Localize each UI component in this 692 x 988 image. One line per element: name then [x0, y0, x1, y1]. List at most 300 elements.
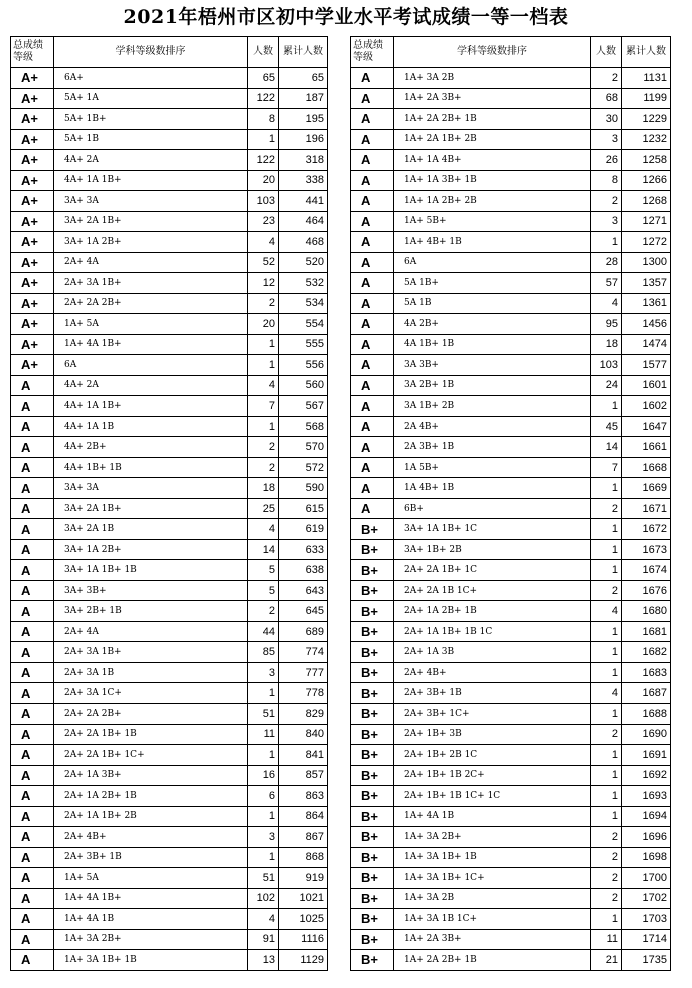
table-row [351, 806, 671, 827]
level-cell: A [351, 150, 394, 171]
sequence-cell: 2A+ 3B+ 1B [54, 847, 248, 868]
sequence-cell: 3A+ 2B+ 1B [54, 601, 248, 622]
cumulative-cell: 1680 [622, 601, 671, 622]
level-cell: A [11, 888, 54, 909]
cumulative-cell: 534 [279, 293, 328, 314]
cumulative-cell: 774 [279, 642, 328, 663]
table-row [11, 252, 328, 273]
count-cell: 11 [248, 724, 279, 745]
table-row [11, 334, 328, 355]
cumulative-cell: 1668 [622, 457, 671, 478]
count-cell: 1 [591, 621, 622, 642]
count-cell: 1 [591, 232, 622, 253]
sequence-cell: 2A+ 3B+ 1B [394, 683, 591, 704]
sequence-cell: 5A+ 1B [54, 129, 248, 150]
cumulative-cell: 1676 [622, 580, 671, 601]
count-cell: 4 [248, 232, 279, 253]
cumulative-cell: 556 [279, 355, 328, 376]
cumulative-cell: 1683 [622, 662, 671, 683]
level-cell: A [11, 786, 54, 807]
count-cell: 2 [248, 457, 279, 478]
cumulative-cell: 1300 [622, 252, 671, 273]
level-cell: A+ [11, 314, 54, 335]
cumulative-cell: 1673 [622, 539, 671, 560]
level-cell: A [351, 498, 394, 519]
cumulative-cell: 468 [279, 232, 328, 253]
count-cell: 102 [248, 888, 279, 909]
level-cell: A [351, 334, 394, 355]
grade-table-right [350, 36, 671, 971]
table-row [351, 252, 671, 273]
cumulative-cell: 1692 [622, 765, 671, 786]
table-row [351, 129, 671, 150]
level-cell: A [11, 662, 54, 683]
table-row [351, 888, 671, 909]
cumulative-cell: 643 [279, 580, 328, 601]
cumulative-cell: 187 [279, 88, 328, 109]
sequence-cell: 3A+ 3A [54, 478, 248, 499]
level-cell: B+ [351, 806, 394, 827]
count-cell: 14 [248, 539, 279, 560]
table-row [11, 109, 328, 130]
sequence-cell: 4A 2B+ [394, 314, 591, 335]
count-cell: 12 [248, 273, 279, 294]
level-cell: A [11, 539, 54, 560]
cumulative-cell: 1703 [622, 909, 671, 930]
page-title: 2021年梧州市区初中学业水平考试成绩一等一档表 [123, 6, 569, 28]
table-row [351, 786, 671, 807]
level-cell: A+ [11, 150, 54, 171]
table-row [11, 457, 328, 478]
cumulative-cell: 1687 [622, 683, 671, 704]
level-cell: A [351, 457, 394, 478]
count-cell: 5 [248, 580, 279, 601]
sequence-cell: 1A+ 2A 3B+ [394, 88, 591, 109]
table-row [11, 416, 328, 437]
cumulative-cell: 1129 [279, 950, 328, 971]
level-cell: B+ [351, 950, 394, 971]
level-cell: A+ [11, 129, 54, 150]
table-row [351, 950, 671, 971]
sequence-cell: 4A+ 1A 1B+ [54, 396, 248, 417]
table-row [11, 211, 328, 232]
sequence-cell: 1A+ 5A [54, 314, 248, 335]
table-row [11, 355, 328, 376]
cumulative-cell: 1714 [622, 929, 671, 950]
count-cell: 103 [248, 191, 279, 212]
sequence-cell: 3A 2B+ 1B [394, 375, 591, 396]
count-cell: 1 [591, 478, 622, 499]
cumulative-cell: 1474 [622, 334, 671, 355]
count-cell: 1 [248, 806, 279, 827]
level-cell: A [351, 478, 394, 499]
count-cell: 4 [248, 909, 279, 930]
header-subject-sequence: 学科等级数排序 [54, 37, 248, 68]
header-cumulative: 累计人数 [622, 37, 671, 68]
sequence-cell: 1A+ 3A 2B+ [394, 827, 591, 848]
table-row [351, 314, 671, 335]
sequence-cell: 1A+ 2A 2B+ 1B [394, 950, 591, 971]
count-cell: 24 [591, 375, 622, 396]
cumulative-cell: 1266 [622, 170, 671, 191]
count-cell: 51 [248, 868, 279, 889]
cumulative-cell: 840 [279, 724, 328, 745]
cumulative-cell: 195 [279, 109, 328, 130]
level-cell: A [351, 314, 394, 335]
level-cell: B+ [351, 703, 394, 724]
sequence-cell: 1A+ 2A 3B+ [394, 929, 591, 950]
count-cell: 1 [591, 662, 622, 683]
level-cell: A [11, 478, 54, 499]
count-cell: 1 [591, 765, 622, 786]
table-row [351, 334, 671, 355]
count-cell: 2 [248, 601, 279, 622]
sequence-cell: 6A+ [54, 68, 248, 89]
sequence-cell: 2A+ 1A 1B+ 2B [54, 806, 248, 827]
cumulative-cell: 689 [279, 621, 328, 642]
level-cell: A [11, 827, 54, 848]
table-row [11, 519, 328, 540]
cumulative-cell: 338 [279, 170, 328, 191]
count-cell: 2 [591, 68, 622, 89]
table-row [11, 88, 328, 109]
count-cell: 30 [591, 109, 622, 130]
count-cell: 1 [591, 909, 622, 930]
level-cell: A [11, 375, 54, 396]
level-cell: A+ [11, 109, 54, 130]
level-cell: B+ [351, 724, 394, 745]
table-row [351, 765, 671, 786]
sequence-cell: 1A+ 1A 3B+ 1B [394, 170, 591, 191]
sequence-cell: 2A+ 2A 1B+ 1C [394, 560, 591, 581]
table-row [11, 621, 328, 642]
level-cell: A [351, 437, 394, 458]
count-cell: 65 [248, 68, 279, 89]
table-row [351, 109, 671, 130]
table-row [11, 273, 328, 294]
table-row [351, 580, 671, 601]
count-cell: 18 [248, 478, 279, 499]
sequence-cell: 4A 1B+ 1B [394, 334, 591, 355]
count-cell: 3 [248, 827, 279, 848]
sequence-cell: 3A+ 1A 2B+ [54, 232, 248, 253]
count-cell: 1 [591, 806, 622, 827]
count-cell: 1 [591, 519, 622, 540]
sequence-cell: 2A+ 3B+ 1C+ [394, 703, 591, 724]
count-cell: 2 [248, 437, 279, 458]
sequence-cell: 6A [54, 355, 248, 376]
level-cell: A [11, 396, 54, 417]
level-cell: A [11, 806, 54, 827]
header-total-level: 总成绩 等级 [351, 37, 394, 68]
level-cell: B+ [351, 642, 394, 663]
sequence-cell: 3A 1B+ 2B [394, 396, 591, 417]
cumulative-cell: 570 [279, 437, 328, 458]
sequence-cell: 2A+ 3A 1C+ [54, 683, 248, 704]
level-cell: A [11, 621, 54, 642]
level-cell: A [351, 355, 394, 376]
sequence-cell: 6A [394, 252, 591, 273]
level-cell: A [351, 191, 394, 212]
table-row [351, 437, 671, 458]
sequence-cell: 5A+ 1A [54, 88, 248, 109]
count-cell: 5 [248, 560, 279, 581]
cumulative-cell: 778 [279, 683, 328, 704]
table-row [351, 211, 671, 232]
count-cell: 3 [591, 211, 622, 232]
cumulative-cell: 1674 [622, 560, 671, 581]
count-cell: 52 [248, 252, 279, 273]
level-cell: A+ [11, 68, 54, 89]
count-cell: 2 [591, 827, 622, 848]
table-row [351, 355, 671, 376]
sequence-cell: 1A+ 1A 4B+ [394, 150, 591, 171]
count-cell: 3 [591, 129, 622, 150]
level-cell: A+ [11, 211, 54, 232]
level-cell: A+ [11, 334, 54, 355]
sequence-cell: 2A+ 1B+ 1B 2C+ [394, 765, 591, 786]
level-cell: A [351, 252, 394, 273]
count-cell: 7 [591, 457, 622, 478]
count-cell: 14 [591, 437, 622, 458]
count-cell: 20 [248, 170, 279, 191]
sequence-cell: 1A+ 3A 2B [394, 68, 591, 89]
count-cell: 16 [248, 765, 279, 786]
table-row [351, 519, 671, 540]
table-row [11, 129, 328, 150]
level-cell: A [11, 560, 54, 581]
table-row [11, 539, 328, 560]
sequence-cell: 4A+ 1A 1B [54, 416, 248, 437]
sequence-cell: 3A 3B+ [394, 355, 591, 376]
count-cell: 1 [248, 416, 279, 437]
cumulative-cell: 572 [279, 457, 328, 478]
sequence-cell: 3A+ 2A 1B [54, 519, 248, 540]
sequence-cell: 1A+ 4A 1B+ [54, 334, 248, 355]
level-cell: A [11, 847, 54, 868]
level-cell: A+ [11, 170, 54, 191]
sequence-cell: 3A+ 2A 1B+ [54, 498, 248, 519]
cumulative-cell: 919 [279, 868, 328, 889]
level-cell: A [351, 170, 394, 191]
cumulative-cell: 520 [279, 252, 328, 273]
cumulative-cell: 1688 [622, 703, 671, 724]
table-header-row [351, 37, 671, 68]
table-row [351, 868, 671, 889]
sequence-cell: 3A+ 1A 2B+ [54, 539, 248, 560]
sequence-cell: 3A+ 3B+ [54, 580, 248, 601]
level-cell: A [351, 273, 394, 294]
sequence-cell: 5A 1B+ [394, 273, 591, 294]
level-cell: A [11, 683, 54, 704]
table-row [351, 416, 671, 437]
sequence-cell: 1A+ 4B+ 1B [394, 232, 591, 253]
sequence-cell: 5A+ 1B+ [54, 109, 248, 130]
cumulative-cell: 1672 [622, 519, 671, 540]
count-cell: 1 [591, 396, 622, 417]
level-cell: A [11, 950, 54, 971]
sequence-cell: 4A+ 1A 1B+ [54, 170, 248, 191]
level-cell: B+ [351, 519, 394, 540]
level-cell: A [351, 88, 394, 109]
sequence-cell: 2A+ 2A 1B+ 1C+ [54, 745, 248, 766]
level-cell: B+ [351, 539, 394, 560]
sequence-cell: 4A+ 2B+ [54, 437, 248, 458]
header-total-level: 总成绩 等级 [11, 37, 54, 68]
cumulative-cell: 867 [279, 827, 328, 848]
table-row [11, 765, 328, 786]
sequence-cell: 2A+ 2A 1B+ 1B [54, 724, 248, 745]
level-cell: A [11, 642, 54, 663]
cumulative-cell: 619 [279, 519, 328, 540]
level-cell: A [11, 909, 54, 930]
table-row [351, 273, 671, 294]
table-row [11, 683, 328, 704]
cumulative-cell: 1229 [622, 109, 671, 130]
count-cell: 8 [248, 109, 279, 130]
table-row [11, 806, 328, 827]
sequence-cell: 2A+ 1A 1B+ 1B 1C [394, 621, 591, 642]
level-cell: A [11, 765, 54, 786]
table-row [11, 293, 328, 314]
sequence-cell: 2A+ 1B+ 1B 1C+ 1C [394, 786, 591, 807]
count-cell: 122 [248, 88, 279, 109]
cumulative-cell: 1671 [622, 498, 671, 519]
sequence-cell: 1A+ 4A 1B [394, 806, 591, 827]
table-row [351, 457, 671, 478]
table-row [351, 88, 671, 109]
count-cell: 44 [248, 621, 279, 642]
cumulative-cell: 1268 [622, 191, 671, 212]
cumulative-cell: 633 [279, 539, 328, 560]
cumulative-cell: 1696 [622, 827, 671, 848]
header-count: 人数 [591, 37, 622, 68]
count-cell: 8 [591, 170, 622, 191]
count-cell: 4 [248, 519, 279, 540]
table-row [11, 827, 328, 848]
table-row [351, 232, 671, 253]
sequence-cell: 6B+ [394, 498, 591, 519]
cumulative-cell: 1694 [622, 806, 671, 827]
level-cell: B+ [351, 683, 394, 704]
count-cell: 3 [248, 662, 279, 683]
cumulative-cell: 1357 [622, 273, 671, 294]
table-row [11, 601, 328, 622]
table-row [351, 478, 671, 499]
count-cell: 85 [248, 642, 279, 663]
sequence-cell: 2A+ 2A 2B+ [54, 703, 248, 724]
level-cell: A [11, 703, 54, 724]
sequence-cell: 2A+ 4A [54, 252, 248, 273]
level-cell: A [11, 868, 54, 889]
sequence-cell: 1A 5B+ [394, 457, 591, 478]
sequence-cell: 4A+ 1B+ 1B [54, 457, 248, 478]
sequence-cell: 2A+ 4A [54, 621, 248, 642]
count-cell: 26 [591, 150, 622, 171]
table-row [11, 170, 328, 191]
level-cell: A [351, 211, 394, 232]
level-cell: B+ [351, 560, 394, 581]
level-cell: A [351, 68, 394, 89]
table-row [11, 437, 328, 458]
count-cell: 21 [591, 950, 622, 971]
count-cell: 2 [591, 847, 622, 868]
count-cell: 1 [248, 683, 279, 704]
count-cell: 1 [248, 334, 279, 355]
count-cell: 20 [248, 314, 279, 335]
level-cell: A+ [11, 273, 54, 294]
table-row [11, 642, 328, 663]
table-row [351, 745, 671, 766]
count-cell: 95 [591, 314, 622, 335]
sequence-cell: 2A+ 1A 3B [394, 642, 591, 663]
cumulative-cell: 464 [279, 211, 328, 232]
level-cell: A [351, 375, 394, 396]
level-cell: A [11, 416, 54, 437]
cumulative-cell: 554 [279, 314, 328, 335]
table-row [11, 745, 328, 766]
table-row [11, 786, 328, 807]
sequence-cell: 2A+ 1A 2B+ 1B [394, 601, 591, 622]
cumulative-cell: 864 [279, 806, 328, 827]
table-row [11, 703, 328, 724]
cumulative-cell: 555 [279, 334, 328, 355]
table-row [351, 601, 671, 622]
table-row [351, 642, 671, 663]
cumulative-cell: 1691 [622, 745, 671, 766]
cumulative-cell: 318 [279, 150, 328, 171]
sequence-cell: 1A+ 3A 1B+ 1B [394, 847, 591, 868]
level-cell: A [11, 437, 54, 458]
level-cell: B+ [351, 827, 394, 848]
level-cell: B+ [351, 888, 394, 909]
cumulative-cell: 1601 [622, 375, 671, 396]
cumulative-cell: 1690 [622, 724, 671, 745]
level-cell: A [11, 724, 54, 745]
header-count: 人数 [248, 37, 279, 68]
level-cell: A [351, 232, 394, 253]
table-row [11, 888, 328, 909]
cumulative-cell: 196 [279, 129, 328, 150]
table-row [11, 950, 328, 971]
cumulative-cell: 829 [279, 703, 328, 724]
count-cell: 23 [248, 211, 279, 232]
count-cell: 1 [248, 355, 279, 376]
table-row [351, 827, 671, 848]
level-cell: A [11, 457, 54, 478]
table-row [351, 724, 671, 745]
cumulative-cell: 1700 [622, 868, 671, 889]
sequence-cell: 2A+ 3A 1B+ [54, 642, 248, 663]
sequence-cell: 2A 4B+ [394, 416, 591, 437]
cumulative-cell: 1702 [622, 888, 671, 909]
count-cell: 57 [591, 273, 622, 294]
cumulative-cell: 1456 [622, 314, 671, 335]
level-cell: A [11, 601, 54, 622]
table-row [351, 539, 671, 560]
level-cell: A [351, 109, 394, 130]
level-cell: A [351, 129, 394, 150]
table-row [11, 68, 328, 89]
level-cell: A+ [11, 88, 54, 109]
sequence-cell: 4A+ 2A [54, 375, 248, 396]
level-cell: A+ [11, 191, 54, 212]
table-row [351, 68, 671, 89]
count-cell: 1 [591, 539, 622, 560]
header-subject-sequence: 学科等级数排序 [394, 37, 591, 68]
table-row [11, 498, 328, 519]
sequence-cell: 2A+ 4B+ [54, 827, 248, 848]
